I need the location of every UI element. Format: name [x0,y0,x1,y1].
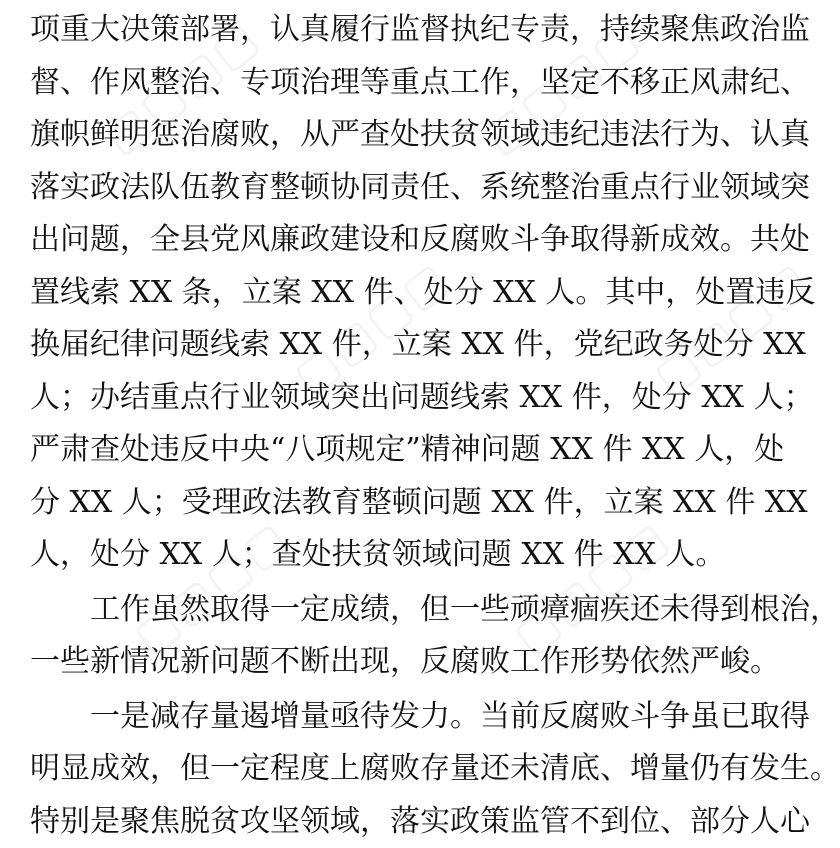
paragraph [30,584,775,689]
text-line: 置线索 XX 条，立案 XX 件、处分 XX 人。其中，处置违反 [30,267,775,320]
text-line: 明显成效，但一定程度上腐败存量还未清底、增量仍有发生。 [30,743,775,796]
text-line: 分 XX 人；受理政法教育整顿问题 XX 件，立案 XX 件 XX [30,477,775,530]
text-line: 一些新情况新问题不断出现，反腐败工作形势依然严峻。 [30,636,775,689]
text-line: 换届纪律问题线索 XX 件，立案 XX 件，党纪政务处分 XX [30,319,775,372]
watermark-icon: ▢▢▢▢ [123,510,300,665]
text-line: 人；办结重点行业领域突出问题线索 XX 件，处分 XX 人； [30,372,775,425]
watermark-icon: ▢▢▢▢ [643,250,820,405]
body-text [30,4,775,848]
paragraph [30,691,775,848]
text-line: 出问题，全县党风廉政建设和反腐败斗争取得新成效。共处 [30,214,775,267]
paragraph [30,4,775,582]
text-line: 一是减存量遏增量亟待发力。当前反腐败斗争虽已取得 [30,691,775,744]
text-line: 督、作风整治、专项治理等重点工作，坚定不移正风肃纪、 [30,57,775,110]
watermark-icon: ▢▢▢▢ [283,250,460,405]
text-line: 特别是聚焦脱贫攻坚领域，落实政策监管不到位、部分人心 [30,796,775,848]
text-line: 人，处分 XX 人；查处扶贫领域问题 XX 件 XX 人。 [30,529,775,582]
text-line: 落实政法队伍教育整顿协同责任、系统整治重点行业领域突 [30,162,775,215]
watermark-icon: ▢▢▢▢ [473,10,650,165]
text-line: 旗帜鲜明惩治腐败，从严查处扶贫领域违纪违法行为、认真 [30,109,775,162]
text-line: 严肃查处违反中央“八项规定”精神问题 XX 件 XX 人，处 [30,424,775,477]
text-line: 项重大决策部署，认真履行监督执纪专责，持续聚焦政治监 [30,4,775,57]
watermark-icon: ▢▢▢▢ [503,510,680,665]
watermark-icon: ▢▢▢▢ [93,10,270,165]
text-line: 工作虽然取得一定成绩，但一些顽瘴痼疾还未得到根治， [30,584,775,637]
